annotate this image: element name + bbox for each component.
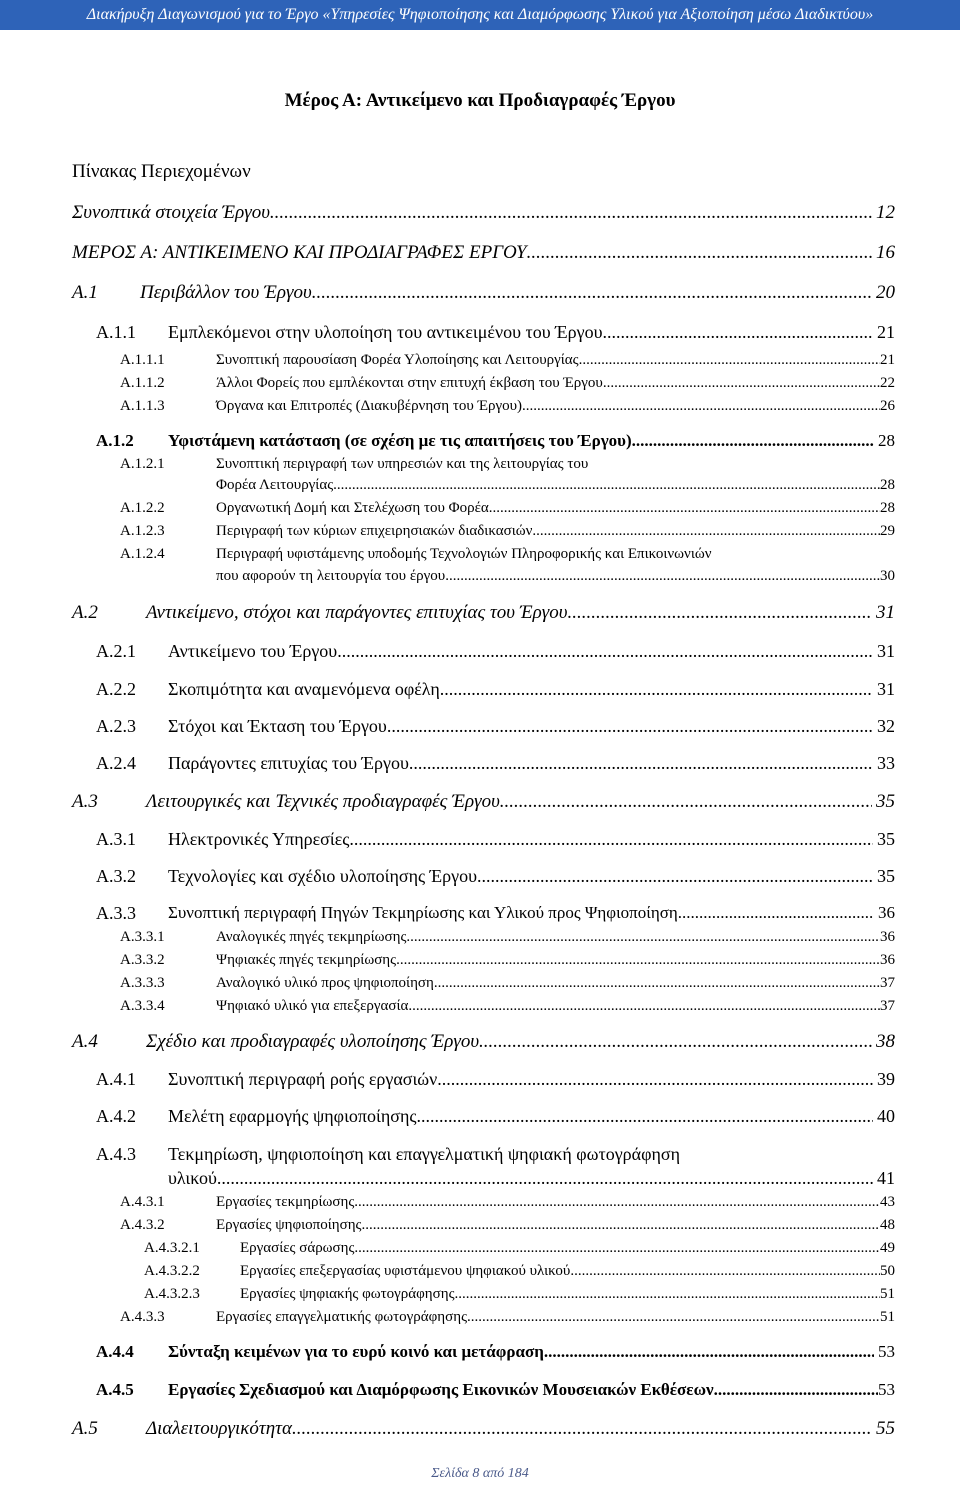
toc-entry-title: Εργασίες επαγγελματικής φωτογράφησης [216,1309,468,1325]
toc-entry-title: Περιβάλλον του Έργου [140,282,312,303]
toc-entry-page: 16 [876,242,895,263]
toc-entry-page: 43 [880,1194,895,1210]
toc-entry-page: 35 [877,866,895,886]
toc-entry-page: 31 [876,602,895,623]
toc-entry-number: Α.4.3.2.3 [144,1286,200,1302]
toc-entry-number: Α.3.2 [96,866,136,886]
toc-entry-page: 21 [877,322,895,342]
toc-entry-number: Α.3.3.3 [120,975,165,991]
toc-entry-number: Α.5 [72,1418,98,1439]
toc-entry-page: 40 [877,1106,895,1126]
toc-entry-title: Αντικείμενο του Έργου [168,641,338,661]
toc-entry-title: Ηλεκτρονικές Υπηρεσίες [168,829,350,849]
toc-entry-page: 12 [876,202,895,223]
toc-entry-page: 55 [876,1418,895,1439]
toc-entry-title: Συνοπτική περιγραφή ροής εργασιών [168,1069,438,1089]
toc-entry-number: Α.3.3 [96,903,136,923]
toc-entry-title-cont: που αφορούν τη λειτουργία του έργου [216,568,446,584]
toc-entry-page: 31 [877,679,895,699]
toc-entry-page: 36 [880,952,895,968]
toc-entry-page: 36 [880,929,895,945]
toc-entry-title: Ψηφιακό υλικό για επεξεργασία [216,998,409,1014]
toc-entry-number: Α.4.3.1 [120,1194,165,1210]
toc-entry-number: Α.2.2 [96,679,136,699]
toc-entry-title: Εργασίες Σχεδιασμού και Διαμόρφωσης Εικονικών Μουσειακών Εκθέσεων [168,1380,714,1399]
toc-entry-title: Οργανωτική Δομή και Στελέχωση του Φορέα [216,500,489,516]
toc-entry-number: Α.4.4 [96,1342,134,1361]
toc-entry-title: Λειτουργικές και Τεχνικές προδιαγραφές Έργου [146,791,500,812]
toc-entry-title: Εργασίες ψηφιοποίησης [216,1217,362,1233]
toc-entry-page: 29 [880,523,895,539]
toc-entry-number: Α.1.1.1 [120,352,165,368]
toc-entry-number: Α.4.3.2.2 [144,1263,200,1279]
toc-entry-number: Α.1.2.4 [120,546,165,562]
toc-entry-title: ΜΕΡΟΣ Α: ΑΝΤΙΚΕΙΜΕΝΟ ΚΑΙ ΠΡΟΔΙΑΓΡΑΦΕΣ ΕΡΓΟΥ [72,242,527,263]
toc-heading: Πίνακας Περιεχομένων [72,161,251,182]
toc-entry-number: Α.3.3.4 [120,998,165,1014]
toc-entry-title: Σχέδιο και προδιαγραφές υλοποίησης Έργου [146,1031,480,1052]
toc-entry-number: Α.1.2.2 [120,500,165,516]
toc-entry-title: Εργασίες επεξεργασίας υφιστάμενου ψηφιακού υλικού [240,1263,571,1279]
toc-entry-page: 39 [877,1069,895,1089]
toc-entry-number: Α.1 [72,282,98,303]
toc-entry-page: 28 [878,431,895,450]
toc-entry-number: Α.4 [72,1031,98,1052]
toc-entry-title: Σκοπιμότητα και αναμενόμενα οφέλη [168,679,440,699]
toc-entry-page: 38 [876,1031,895,1052]
toc-entry-page: 21 [880,352,895,368]
toc-entry-title: Σύνταξη κειμένων για το ευρύ κοινό και μετάφραση [168,1342,544,1361]
toc-entry-title: Συνοπτική παρουσίαση Φορέα Υλοποίησης και Λειτουργίας [216,352,579,368]
toc-entry-title: Παράγοντες επιτυχίας του Έργου [168,753,409,773]
toc-entry-title: Περιγραφή υφιστάμενης υποδομής Τεχνολογιών Πληροφορικής και Επικοινωνιών [216,546,712,562]
toc-entry-number: Α.1.1 [96,322,136,342]
toc-entry-number: Α.3.1 [96,829,136,849]
toc-entry-title: Όργανα και Επιτροπές (Διακυβέρνηση του Έργου) [216,398,523,414]
toc-entry-number: Α.4.3 [96,1144,136,1164]
toc-entry-number: Α.2.3 [96,716,136,736]
toc-entry-title: Υφιστάμενη κατάσταση (σε σχέση με τις απαιτήσεις του Έργου) [168,431,632,450]
toc-entry-page: 37 [880,998,895,1014]
toc-entry-number: Α.2 [72,602,98,623]
page-header: Διακήρυξη Διαγωνισμού για το Έργο «Υπηρεσίες Ψηφιοποίησης και Διαμόρφωσης Υλικού για Αξιοποίηση μέσω Διαδικτύου» [0,0,960,30]
toc-entry-number: Α.1.2.1 [120,456,165,472]
toc-entry-page: 26 [880,398,895,414]
toc-entry-page: 32 [877,716,895,736]
toc-entry-page: 22 [880,375,895,391]
toc-entry-title-cont: Φορέα Λειτουργίας [216,477,334,493]
toc-entry-number: Α.4.3.2.1 [144,1240,200,1256]
toc-entry-page: 28 [880,500,895,516]
toc-entry-number: Α.4.3.3 [120,1309,165,1325]
toc-entry-number: Α.1.1.3 [120,398,165,414]
toc-entry-title: Ψηφιακές πηγές τεκμηρίωσης [216,952,397,968]
toc-entry-number: Α.1.2 [96,431,134,450]
toc-entry-number: Α.1.1.2 [120,375,165,391]
toc-entry-title: Αναλογικό υλικό προς ψηφιοποίηση [216,975,434,991]
toc-entry-number: Α.1.2.3 [120,523,165,539]
toc-entry-number: Α.4.1 [96,1069,136,1089]
toc-entry-page: 31 [877,641,895,661]
toc-entry-page: 30 [880,568,895,584]
toc-entry-title: Αναλογικές πηγές τεκμηρίωσης [216,929,407,945]
toc-entry-page: 41 [877,1168,895,1188]
toc-entry-title: Άλλοι Φορείς που εμπλέκονται στην επιτυχή έκβαση του Έργου [216,375,603,391]
toc-entry-number: Α.3.3.1 [120,929,165,945]
toc-entry-page: 50 [880,1263,895,1279]
toc-entry-page: 37 [880,975,895,991]
toc-entry-title: Τεκμηρίωση, ψηφιοποίηση και επαγγελματική ψηφιακή φωτογράφηση [168,1144,680,1164]
toc-entry-page: 35 [876,791,895,812]
toc-entry-page: 36 [878,903,895,922]
toc-entry-number: Α.3.3.2 [120,952,165,968]
toc-entry-page: 35 [877,829,895,849]
toc-entry-title: Εργασίες ψηφιακής φωτογράφησης [240,1286,455,1302]
toc-entry-title: Αντικείμενο, στόχοι και παράγοντες επιτυχίας του Έργου [146,602,568,623]
toc-entry-page: 49 [880,1240,895,1256]
toc-entry-page: 51 [880,1309,895,1325]
toc-entry-title: Εμπλεκόμενοι στην υλοποίηση του αντικειμένου του Έργου [168,322,603,342]
toc-entry-page: 51 [880,1286,895,1302]
toc-entry-title: Τεχνολογίες και σχέδιο υλοποίησης Έργου [168,866,477,886]
toc-entry-page: 20 [876,282,895,303]
toc-entry-page: 28 [880,477,895,493]
toc-entry-number: Α.2.4 [96,753,136,773]
toc-entry-title: Μελέτη εφαρμογής ψηφιοποίησης [168,1106,417,1126]
toc-entry-title: Συνοπτικά στοιχεία Έργου [72,202,270,223]
toc-entry-page: 53 [878,1380,895,1399]
toc-entry-number: Α.4.3.2 [120,1217,165,1233]
toc-entry-number: Α.3 [72,791,98,812]
toc-entry-title: Εργασίες σάρωσης [240,1240,355,1256]
toc-entry-number: Α.4.5 [96,1380,134,1399]
toc-entry-page: 48 [880,1217,895,1233]
toc-entry-page: 53 [878,1342,895,1361]
page-footer: Σελίδα 8 από 184 [431,1466,529,1481]
toc-entry-page: 33 [877,753,895,773]
part-title: Μέρος Α: Αντικείμενο και Προδιαγραφές Έργου [284,90,676,111]
toc-entry-title: Διαλειτουργικότητα [146,1418,292,1439]
toc-entry-title: Περιγραφή των κύριων επιχειρησιακών διαδικασιών [216,523,533,539]
toc-entry-title: Συνοπτική περιγραφή Πηγών Τεκμηρίωσης και Υλικού προς Ψηφιοποίηση [168,903,678,922]
toc-entry-title-cont: υλικού [168,1168,217,1188]
toc-entry-title: Εργασίες τεκμηρίωσης [216,1194,355,1210]
toc-entry-title: Συνοπτική περιγραφή των υπηρεσιών και της λειτουργίας του [216,456,589,472]
toc-entry-title: Στόχοι και Έκταση του Έργου [168,716,387,736]
toc-entry-number: Α.2.1 [96,641,136,661]
toc-entry-number: Α.4.2 [96,1106,136,1126]
